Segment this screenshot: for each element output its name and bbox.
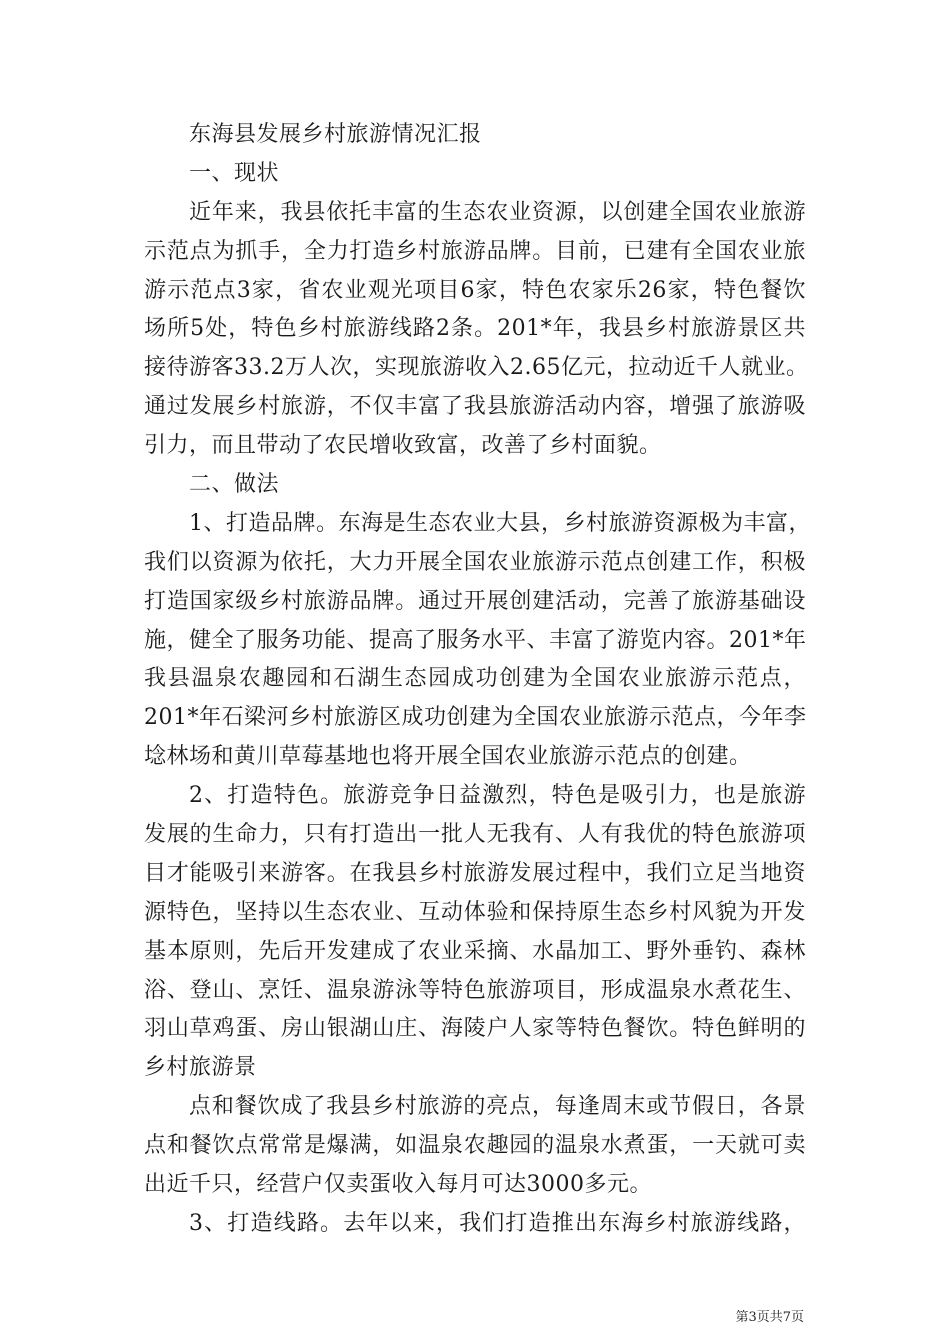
text-line: 通过发展乡村旅游，不仅丰富了我县旅游活动内容，增强了旅游吸	[144, 394, 806, 420]
text-line: 我们以资源为依托，大力开展全国农业旅游示范点创建工作，积极	[144, 549, 806, 575]
text-line: 201*年石梁河乡村旅游区成功创建为全国农业旅游示范点，今年李	[144, 705, 807, 731]
text-line: 基本原则，先后开发建成了农业采摘、水晶加工、野外垂钓、森林	[144, 938, 806, 964]
page-number-footer: 第3页共7页	[735, 1310, 804, 1325]
section-heading-status: 一、现状	[189, 160, 280, 186]
text-line: 施，健全了服务功能、提高了服务水平、丰富了游览内容。201*年	[144, 627, 807, 653]
text-line: 3、打造线路。去年以来，我们打造推出东海乡村旅游线路，	[189, 1210, 806, 1236]
text-line: 源特色，坚持以生态农业、互动体验和保持原生态乡村风貌为开发	[144, 899, 806, 925]
text-line: 示范点为抓手，全力打造乡村旅游品牌。目前，已建有全国农业旅	[144, 238, 806, 264]
text-line: 点和餐饮成了我县乡村旅游的亮点，每逢周末或节假日，各景	[189, 1094, 806, 1120]
text-line: 打造国家级乡村旅游品牌。通过开展创建活动，完善了旅游基础设	[144, 588, 806, 614]
text-line: 出近千只，经营户仅卖蛋收入每月可达3000多元。	[144, 1172, 652, 1198]
text-line: 我县温泉农趣园和石湖生态园成功创建为全国农业旅游示范点，	[144, 666, 806, 692]
text-line: 发展的生命力，只有打造出一批人无我有、人有我优的特色旅游项	[144, 822, 806, 848]
text-line: 浴、登山、烹饪、温泉游泳等特色旅游项目，形成温泉水煮花生、	[144, 977, 806, 1003]
text-line: 埝林场和黄川草莓基地也将开展全国农业旅游示范点的创建。	[144, 744, 752, 770]
text-line: 羽山草鸡蛋、房山银湖山庄、海陵户人家等特色餐饮。特色鲜明的	[144, 1016, 806, 1042]
text-line: 近年来，我县依托丰富的生态农业资源，以创建全国农业旅游	[189, 199, 806, 225]
text-line: 2、打造特色。旅游竞争日益激烈，特色是吸引力，也是旅游	[189, 783, 806, 809]
document-title: 东海县发展乡村旅游情况汇报	[189, 122, 482, 147]
text-line: 接待游客33.2万人次，实现旅游收入2.65亿元，拉动近千人就业。	[144, 355, 809, 381]
text-line: 游示范点3家，省农业观光项目6家，特色农家乐26家，特色餐饮	[144, 277, 806, 303]
text-line: 目才能吸引来游客。在我县乡村旅游发展过程中，我们立足当地资	[144, 860, 806, 886]
text-line: 点和餐饮点常常是爆满，如温泉农趣园的温泉水煮蛋，一天就可卖	[144, 1133, 806, 1159]
section-heading-methods: 二、做法	[189, 472, 280, 498]
text-line: 场所5处，特色乡村旅游线路2条。201*年，我县乡村旅游景区共	[144, 316, 806, 342]
document-body	[144, 116, 811, 1244]
text-line: 引力，而且带动了农民增收致富，改善了乡村面貌。	[144, 433, 662, 459]
text-line: 乡村旅游景	[144, 1055, 257, 1081]
text-line: 1、打造品牌。东海是生态农业大县，乡村旅游资源极为丰富，	[189, 510, 811, 536]
